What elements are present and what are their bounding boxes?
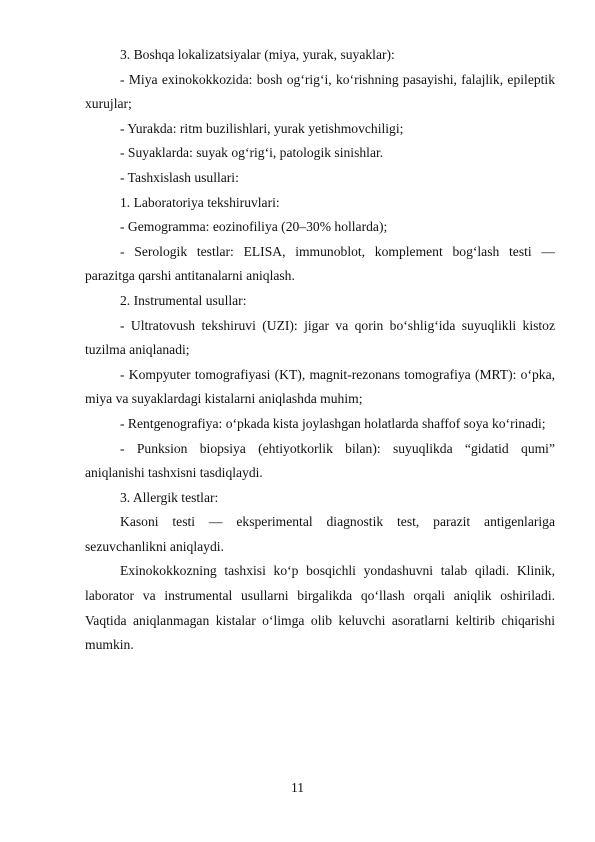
page-number: 11 — [290, 780, 305, 795]
paragraph: Kasoni testi — eksperimental diagnostik test, parazit antigenlariga sezuvchanlikni aniqlaydi. — [85, 514, 555, 554]
paragraph: - Ultratovush tekshiruvi (UZI): jigar va qorin bo‘shlig‘ida suyuqlikli kistoz tuzilma aniqlanadi; — [85, 317, 555, 358]
paragraph: - Yurakda: ritm buzilishlari, yurak yetishmovchiligi; — [120, 120, 404, 136]
paragraph: - Gemogramma: eozinofiliya (20–30% hollarda); — [120, 219, 388, 235]
paragraph: - Miya exinokokkozida: bosh og‘rig‘i, ko‘rishning pasayishi, falajlik, epileptik xurujlar; — [85, 71, 555, 112]
paragraph: - Rentgenografiya: o‘pkada kista joylashgan holatlarda shaffof soya ko‘rinadi; — [120, 415, 546, 431]
paragraph: - Suyaklarda: suyak og‘rig‘i, patologik sinishlar. — [120, 145, 384, 161]
paragraph: - Serologik testlar: ELISA, immunoblot, komplement bog‘lash testi — parazitga qarshi antitanalarni aniqlash. — [85, 243, 555, 284]
paragraph: 1. Laboratoriya tekshiruvlari: — [120, 194, 280, 210]
paragraph: Exinokokkozning tashxisi ko‘p bosqichli yondashuvni talab qiladi. Klinik, laborator va instrumental usullarni birgalikda qo‘llash orqali aniqlik oshiriladi. Vaqtida aniqlanmagan kistalar o‘limga olib keluvchi asoratlarni keltirib chiqarishi mumkin. — [85, 563, 555, 653]
paragraph: 2. Instrumental usullar: — [120, 292, 247, 308]
paragraph: - Kompyuter tomografiyasi (KT), magnit-rezonans tomografiya (MRT): o‘pka, miya va suyaklardagi kistalarni aniqlashda muhim; — [85, 366, 555, 407]
paragraph: - Tashxislash usullari: — [120, 169, 239, 185]
document-body — [85, 43, 555, 658]
paragraph: - Punksion biopsiya (ehtiyotkorlik bilan): suyuqlikda “gidatid qumi” aniqlanishi tashxisni tasdiqlaydi. — [85, 440, 555, 481]
paragraph: 3. Allergik testlar: — [120, 489, 219, 505]
paragraph: 3. Boshqa lokalizatsiyalar (miya, yurak, suyaklar): — [120, 47, 395, 62]
